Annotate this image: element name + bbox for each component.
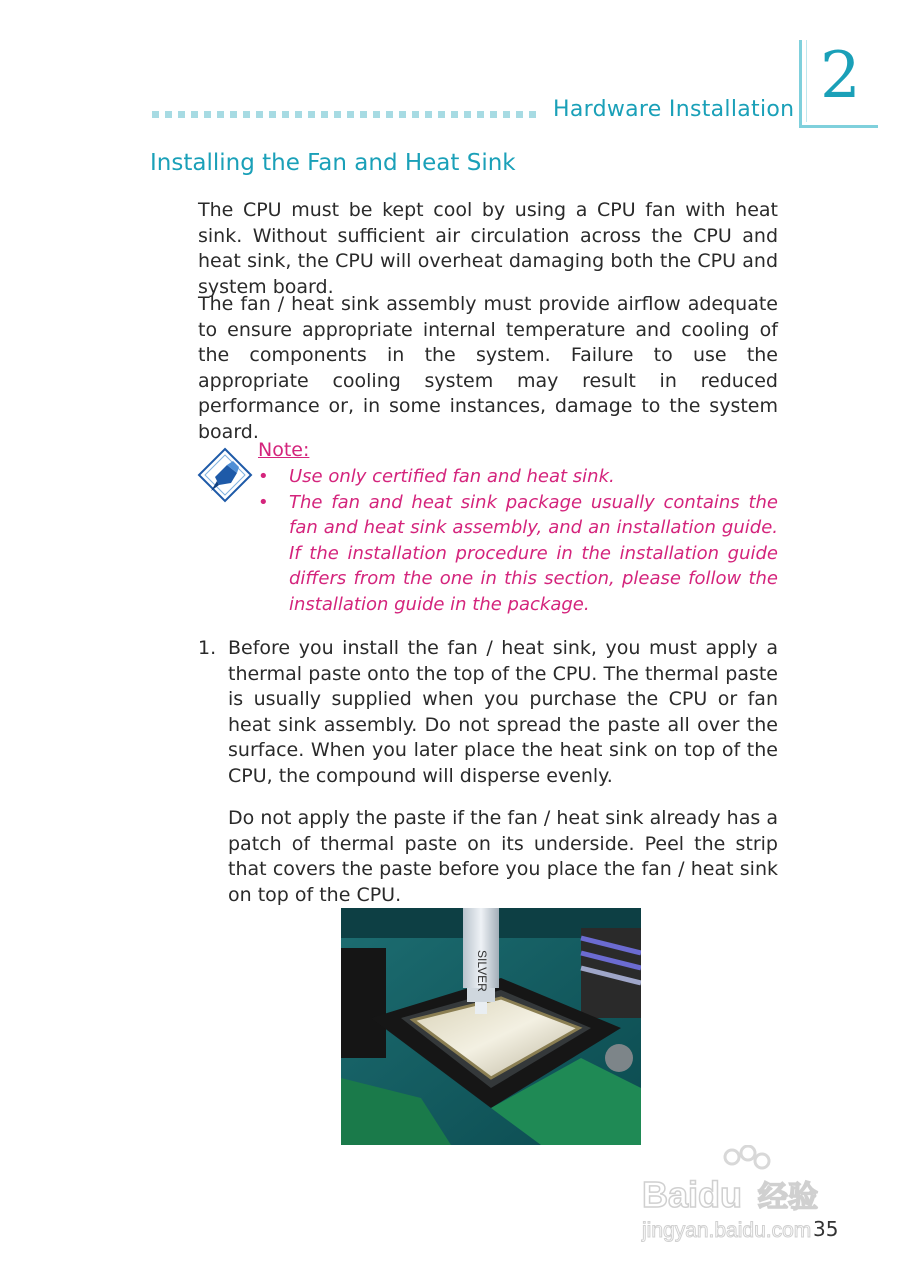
header-dot	[230, 111, 237, 118]
header-dot	[217, 111, 224, 118]
step-number: 1.	[198, 637, 217, 659]
header-dot	[256, 111, 263, 118]
note-title: Note:	[258, 439, 310, 461]
header-section-label: Hardware Installation	[553, 97, 795, 122]
header-dot	[334, 111, 341, 118]
header-dot	[165, 111, 172, 118]
header-dot	[425, 111, 432, 118]
header-dot	[243, 111, 250, 118]
header-dot	[503, 111, 510, 118]
header-dot	[386, 111, 393, 118]
header-dot	[308, 111, 315, 118]
header-dot	[360, 111, 367, 118]
header-dot	[490, 111, 497, 118]
note-pencil-icon	[197, 447, 253, 503]
note-item: • Use only certified fan and heat sink.	[258, 464, 778, 490]
step-text-continued: Do not apply the paste if the fan / heat sink already has a patch of thermal paste on its underside. Peel the strip that covers the paste before you place the fan / heat sink on top of the CPU.	[228, 807, 778, 906]
header-dot	[178, 111, 185, 118]
header-dot	[347, 111, 354, 118]
header-dot	[438, 111, 445, 118]
page-number: 35	[813, 1217, 839, 1241]
watermark-brand-cn: 经验	[758, 1180, 818, 1215]
header-dotted-rule	[152, 110, 542, 119]
step-text: Before you install the fan / heat sink, you must apply a thermal paste onto the top of the CPU. The thermal paste is usually supplied when you purchase the CPU or fan heat sink assembly. Do not spread the paste all over the surface. When you later place the heat sink on top of the CPU, the compound will disperse evenly.	[228, 637, 778, 787]
section-title: Installing the Fan and Heat Sink	[150, 150, 516, 176]
header-dot	[321, 111, 328, 118]
step-1	[198, 636, 778, 789]
header-dot	[373, 111, 380, 118]
note-list	[258, 464, 778, 618]
header-dot	[269, 111, 276, 118]
chapter-number: 2	[820, 39, 861, 113]
header-dot	[282, 111, 289, 118]
header-dot	[516, 111, 523, 118]
header-dot	[477, 111, 484, 118]
watermark-brand: Baidu	[642, 1174, 743, 1215]
header-dot	[152, 111, 159, 118]
header-dot	[399, 111, 406, 118]
header-dot	[191, 111, 198, 118]
note-item: • The fan and heat sink package usually contains the fan and heat sink assembly, and an installation guide. If the installation procedure in the installation guide differs from the one in this section, please follow the installation guide in the package.	[258, 490, 778, 618]
thermal-paste-photo	[341, 908, 641, 1145]
header-dot	[451, 111, 458, 118]
header-dot	[295, 111, 302, 118]
header-dot	[412, 111, 419, 118]
header-dot	[464, 111, 471, 118]
watermark-url: jingyan.baidu.com	[642, 1219, 812, 1242]
intro-paragraph-2: The fan / heat sink assembly must provide airflow adequate to ensure appropriate internal temperature and cooling of the components in the system. Failure to use the appropriate cooling system may result in reduced performance or, in some instances, damage to the system board.	[198, 293, 778, 443]
intro-paragraph-1: The CPU must be kept cool by using a CPU fan with heat sink. Without sufficient air circulation across the CPU and heat sink, the CPU will overheat damaging both the CPU and system board.	[198, 199, 778, 298]
header-dot	[204, 111, 211, 118]
tube-label: SILVER	[475, 950, 489, 992]
header-dot	[529, 111, 536, 118]
